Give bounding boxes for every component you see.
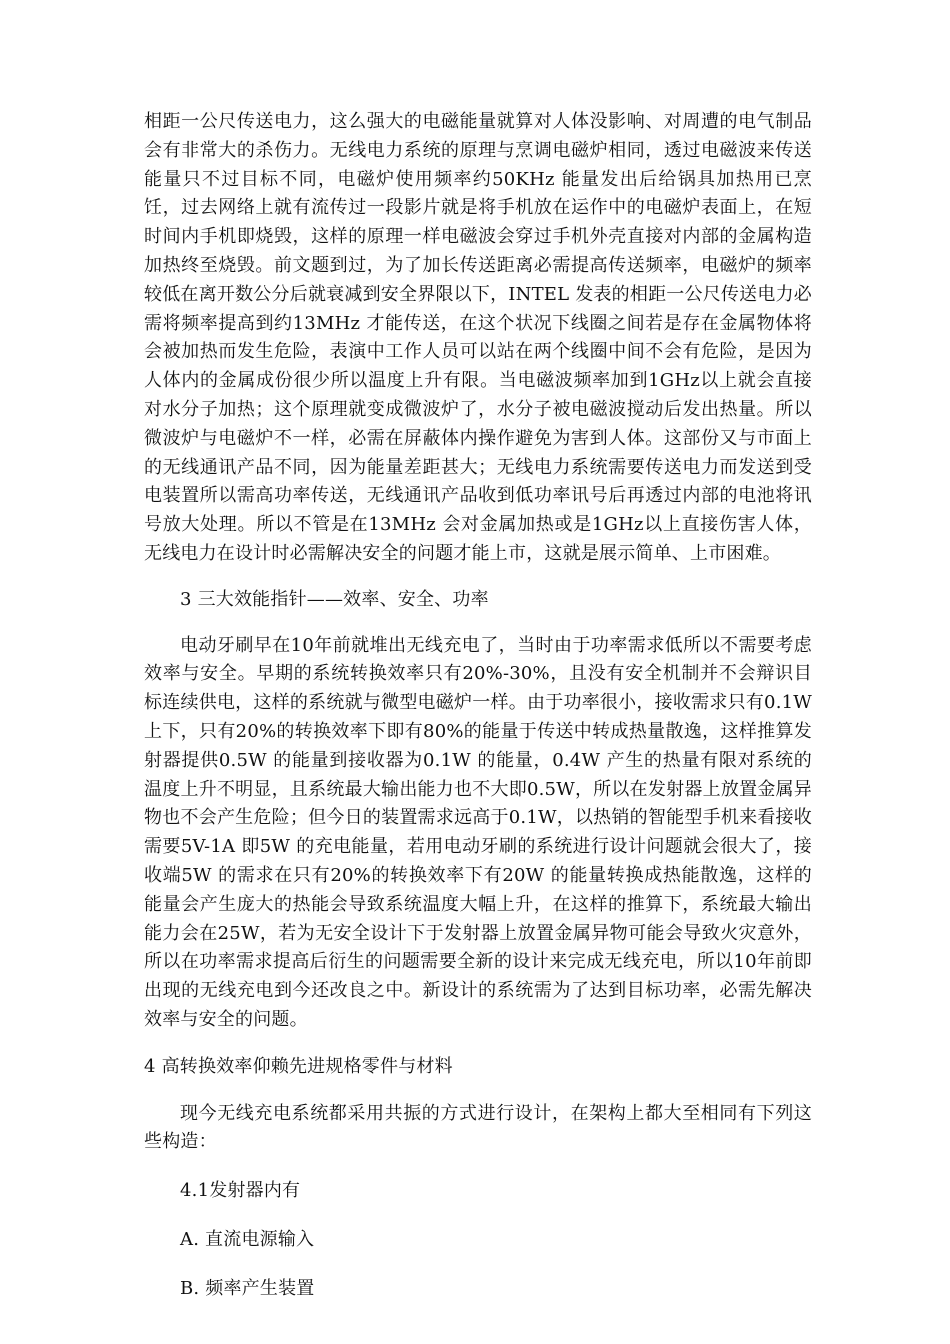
subsection-heading-4-1: 4.1发射器内有: [180, 1180, 301, 1202]
section-heading-4: 4 高转换效率仰赖先进规格零件与材料: [144, 1055, 453, 1077]
body-paragraph: 相距一公尺传送电力，这么强大的电磁能量就算对人体没影响、对周遭的电气制品会有非常大的杀伤力。无线电力系统的原理与烹调电磁炉相同，透过电磁波来传送能量只不过目标不同，电磁炉使用频率约50KHz 能量发出后给锅具加热用已烹饪，过去网络上就有流传过一段影片就是将手机放在运作中的电磁炉表面上，在短时间内手机即烧毁，这样的原理一样电磁波会穿过手机外壳直接对内部的金属构造加热终至烧毁。前文题到过，为了加长传送距离必需提高传送频率，电磁炉的频率较低在离开数公分后就衰减到安全界限以下，INTEL 发表的相距一公尺传送电力必需将频率提高到约13MHz 才能传送，在这个状况下线圈之间若是存在金属物体将会被加热而发生危险，表演中工作人员可以站在两个线圈中间不会有危险，是因为人体内的金属成份很少所以温度上升有限。当电磁波频率加到1GHz以上就会直接对水分子加热；这个原理就变成微波炉了，水分子被电磁波搅动后发出热量。所以微波炉与电磁炉不一样，必需在屏蔽体内操作避免为害到人体。这部份又与市面上的无线通讯产品不同，因为能量差距甚大；无线电力系统需要传送电力而发送到受电装置所以需高功率传送，无线通讯产品收到低功率讯号后再透过内部的电池将讯号放大处理。所以不管是在13MHz 会对金属加热或是1GHz以上直接伤害人体，无线电力在设计时必需解决安全的问题才能上市，这就是展示简单、上市困难。: [144, 111, 812, 564]
body-paragraph: 电动牙刷早在10年前就堆出无线充电了，当时由于功率需求低所以不需要考虑效率与安全。早期的系统转换效率只有20%-30%，且没有安全机制并不会辩识目标连续供电，这样的系统就与微型电磁炉一样。由于功率很小，接收需求只有0.1W 上下，只有20%的转换效率下即有80%的能量于传送中转成热量散逸，这样推算发射器提供0.5W 的能量到接收器为0.1W 的能量，0.4W 产生的热量有限对系统的温度上升不明显，且系统最大输出能力也不大即0.5W，所以在发射器上放置金属异物也不会产生危险；但今日的装置需求远高于0.1W，以热销的智能型手机来看接收需要5V-1A 即5W 的充电能量，若用电动牙刷的系统进行设计问题就会很大了，接收端5W 的需求在只有20%的转换效率下有20W 的能量转换成热能散逸，这样的能量会产生庞大的热能会导致系统温度大幅上升，在这样的推算下，系统最大输出能力会在25W，若为无安全设计下于发射器上放置金属异物可能会导致火灾意外，所以在功率需求提高后衍生的问题需要全新的设计来完成无线充电，所以10年前即出现的无线充电到今还改良之中。新设计的系统需为了达到目标功率，必需先解决效率与安全的问题。: [144, 634, 812, 1030]
document-body: [144, 108, 812, 1303]
list-item-b: B. 频率产生装置: [180, 1277, 315, 1299]
body-paragraph: 现今无线充电系统都采用共振的方式进行设计，在架构上都大至相同有下列这些构造：: [144, 1102, 812, 1153]
list-item-a: A. 直流电源输入: [180, 1228, 315, 1250]
section-heading-3: 3 三大效能指针——效率、安全、功率: [180, 588, 489, 610]
